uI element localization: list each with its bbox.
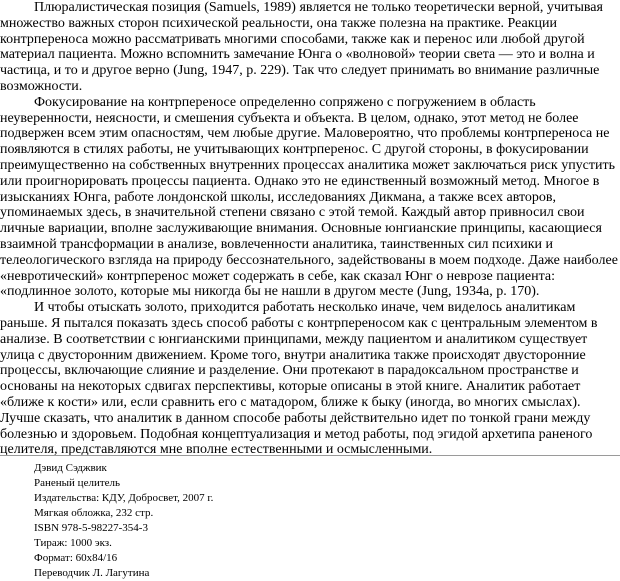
book-author: Дэвид Сэджвик	[34, 462, 107, 474]
book-binding: Мягкая обложка, 232 стр.	[34, 507, 154, 519]
section-divider	[0, 455, 620, 456]
book-isbn: ISBN 978-5-98227-354-3	[34, 522, 148, 534]
book-print-run: Тираж: 1000 экз.	[34, 537, 112, 549]
book-info	[34, 461, 594, 581]
paragraph-countertransference-focus: Фокусирование на контрпереносе определенно сопряжено с погружением в область неуверенности, неясности, и смешения субъекта и объекта. В целом, однако, этот метод не более подвержен всем этим опасностям, чем любые другие. Маловероятно, что проблемы контрпереноса не появляются в стилях работы, не учитывающих контрперенос. С другой стороны, в фокусировании преимущественно на собственных внутренних процессах аналитика может заключаться риск упустить или проигнорировать процессы пациента. Однако это не единственный возможный метод. Многое в изысканиях Юнга, работе лондонской школы, исследованиях Дикмана, а также всех авторов, упоминаемых здесь, в значительной степени связано с этой темой. Каждый автор привносил свои личные вариации, вполне заслуживающие внимания. Основные юнгианские принципы, касающиеся взаимной трансформации в анализе, вовлеченности аналитика, таинственных сил психики и телеологического взгляда на природу бессознательного, задействованы в моем подходе. Даже наиболее «невротический» контрперенос может содержать в себе, как сказал Юнг о неврозе пациента: «подлинное золото, которые мы никогда бы не нашли в другом месте (Jung, 1934a, p. 170).	[0, 94, 618, 300]
paragraph-pluralistic-position: Плюралистическая позиция (Samuels, 1989) является не только теоретически верной, учитывая множество важных сторон психической реальности, она также полезна на практике. Реакции контрпереноса можно рассматривать многими способами, также как и перенос или любой другой материал пациента. Можно вспомнить замечание Юнга о «волновой» теории света — это и волна и частица, и то и другое верно (Jung, 1947, p. 229). Так что следует принимать во внимание различные возможности.	[0, 0, 603, 94]
book-title: Раненый целитель	[34, 477, 121, 489]
book-format: Формат: 60x84/16	[34, 552, 118, 564]
book-translator: Переводчик Л. Лагутина	[34, 567, 150, 579]
book-publisher: Издательства: КДУ, Добросвет, 2007 г.	[34, 492, 214, 504]
paragraph-finding-gold: И чтобы отыскать золото, приходится работать несколько иначе, чем виделось аналитикам раньше. Я пытался показать здесь способ работы с контрпереносом как с центральным элементом в анализе. В соответствии с юнгианскими принципами, между пациентом и аналитиком существует улица с двусторонним движением. Кроме того, внутри аналитика также происходят двусторонние процессы, включающие слияние и разделение. Они протекают в парадоксальном пространстве и основаны на некоторых сдвигах перспективы, которые описаны в этой книге. Аналитик работает «ближе к кости» или, если сравнить его с матадором, ближе к быку (иногда, во многих смыслах). Лучше сказать, что аналитик в данном способе работы действительно идет по тонкой грани между болезнью и здоровьем. Подобная концептуализация и метод работы, под эгидой архетипа раненого целителя, представляются мне вполне естественными и осмысленными.	[0, 300, 598, 458]
